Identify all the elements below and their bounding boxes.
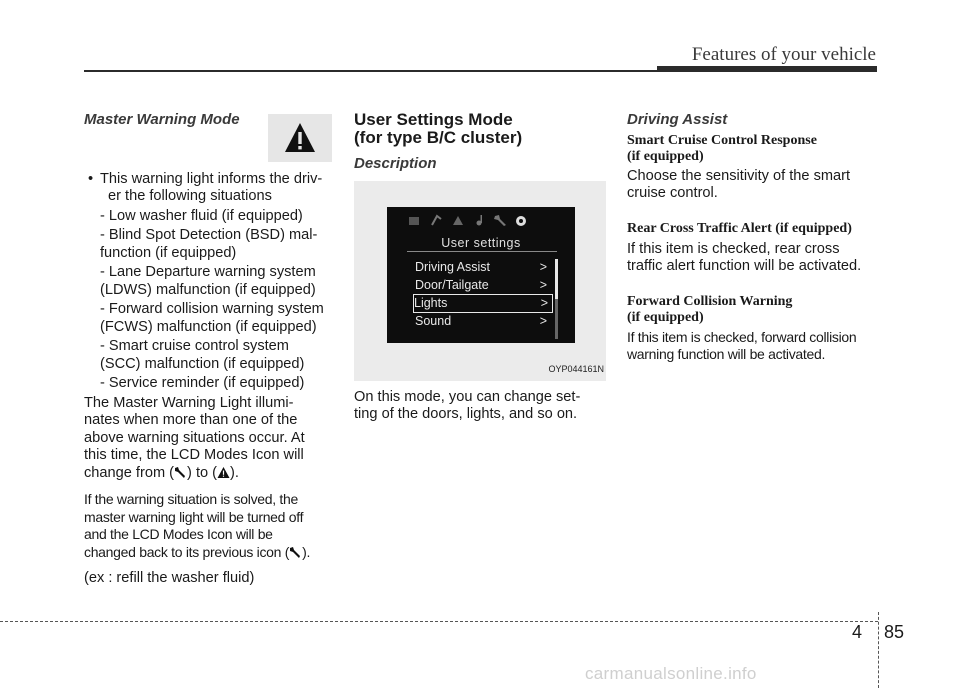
item-title-fcw: Forward Collision Warning (if equipped) (627, 293, 793, 325)
text-line: master warning light will be turned off (84, 508, 304, 525)
watermark: carmanualsonline.info (585, 664, 757, 683)
lcd-title-rule (407, 251, 557, 252)
page-number: 85 (884, 622, 905, 642)
heading-user-settings-mode: User Settings Mode (for type B/C cluster) (354, 110, 523, 147)
list-item: - Lane Departure warning system (LDWS) malfunction (if equipped) (100, 264, 316, 298)
lcd-mode-icon-row (387, 213, 575, 227)
lcd-menu-item-driving-assist: Driving Assist > (415, 259, 547, 274)
chevron-right-icon: > (540, 295, 548, 310)
wrench-icon (289, 546, 302, 559)
lcd-menu-item-lights: Lights > (413, 294, 553, 313)
list-item: - Service reminder (if equipped) (100, 375, 305, 391)
paragraph-warning-solved (84, 491, 334, 561)
lcd-menu-item-door-tailgate: Door/Tailgate > (415, 277, 547, 292)
column-master-warning (84, 111, 334, 588)
wrench-icon (174, 466, 187, 479)
text-line: change from ( ) to ( ). (84, 464, 239, 481)
heading-master-warning-mode: Master Warning Mode (84, 111, 240, 128)
heading-driving-assist: Driving Assist (627, 111, 728, 128)
footer-rule (0, 621, 878, 622)
warning-triangle-icon (217, 466, 230, 479)
text-line: ting of the doors, lights, and so on. (354, 406, 578, 422)
list-item: - Forward collision warning system (FCWS) malfunction (if equipped) (100, 301, 324, 335)
paragraph-master-warning-light (84, 395, 334, 483)
lcd-menu-item-sound: Sound > (415, 313, 547, 328)
lcd-scrollbar-thumb (555, 259, 558, 299)
warning-situation-list (84, 208, 334, 393)
page-section-number: 4 (852, 622, 863, 642)
text-line: On this mode, you can change set- (354, 388, 581, 405)
list-item: - Blind Spot Detection (BSD) mal- function (if equipped) (100, 227, 318, 261)
header-accent-bar (657, 66, 877, 72)
chevron-right-icon: > (539, 313, 547, 328)
list-item: - Low washer fluid (if equipped) (100, 207, 303, 224)
item-text-fcw: If this item is checked, forward collision warning function will be activated. (627, 328, 857, 362)
text-line: If the warning situation is solved, the (84, 491, 298, 507)
footer-divider (878, 612, 879, 688)
lcd-display (387, 207, 575, 343)
item-text-rcta: If this item is checked, rear cross traffic alert function will be activated. (627, 240, 862, 274)
item-title-scc-response: Smart Cruise Control Response (if equipped) (627, 132, 817, 164)
item-text-scc-response: Choose the sensitivity of the smart cruise control. (627, 167, 851, 201)
lcd-title: User settings (441, 235, 521, 250)
bullet-line: • This warning light informs the driv- (100, 170, 323, 187)
text-line: nates when more than one of the (84, 412, 298, 428)
bullet-item (84, 171, 334, 206)
paragraph-user-settings (354, 389, 606, 424)
column-driving-assist (627, 111, 881, 364)
list-item: - Smart cruise control system (SCC) malfunction (if equipped) (100, 338, 305, 372)
bullet-line: er the following situations (108, 188, 272, 204)
text-line: this time, the LCD Modes Icon will (84, 447, 304, 463)
text-line: above warning situations occur. At (84, 429, 305, 446)
column-user-settings (354, 111, 606, 424)
text-line: and the LCD Modes Icon will be (84, 526, 273, 542)
subheading-description: Description (354, 155, 437, 172)
text-line: changed back to its previous icon ( ). (84, 543, 311, 560)
chevron-right-icon: > (539, 259, 547, 274)
example-note: (ex : refill the washer fluid) (84, 570, 255, 586)
section-header-title: Features of your vehicle (691, 44, 876, 65)
lcd-figure (354, 181, 606, 381)
chevron-right-icon: > (539, 277, 547, 292)
item-title-rcta: Rear Cross Traffic Alert (if equipped) (627, 220, 852, 236)
text-line: The Master Warning Light illumi- (84, 394, 294, 411)
image-code: OYP044161N (548, 364, 604, 374)
